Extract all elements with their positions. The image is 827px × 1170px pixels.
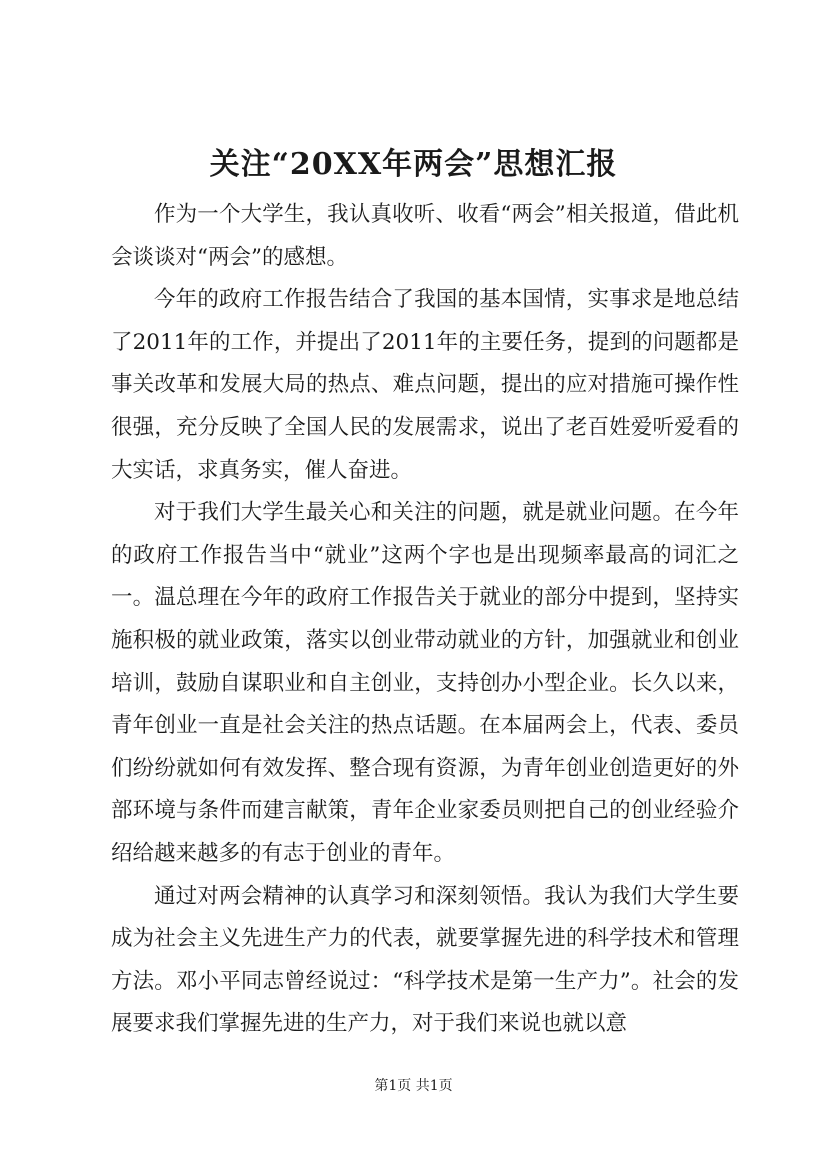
paragraph-employment: 对于我们大学生最关心和关注的问题，就是就业问题。在今年的政府工作报告当中“就业”这两个字也是出现频率最高的词汇之一。温总理在今年的政府工作报告关于就业的部分中提到，坚持实施积极的就业政策，落实以创业带动就业的方针，加强就业和创业培训，鼓励自谋职业和自主创业，支持创办小型企业。长久以来，青年创业一直是社会关注的热点话题。在本届两会上，代表、委员们纷纷就如何有效发挥、整合现有资源，为青年创业创造更好的外部环境与条件而建言献策，青年企业家委员则把自己的创业经验介绍给越来越多的有志于创业的青年。 [111,500,739,866]
paragraph-intro: 作为一个大学生，我认真收听、收看“两会”相关报道，借此机会谈谈对“两会”的感想。 [111,202,739,270]
page-footer: 第1页 共1页 [374,1078,453,1094]
paragraph-conclusion: 通过对两会精神的认真学习和深刻领悟。我认为我们大学生要成为社会主义先进生产力的代表，就要掌握先进的科学技术和管理方法。邓小平同志曾经说过：“科学技术是第一生产力”。社会的发展要求我们掌握先进的生产力，对于我们来说也就以意 [111,883,739,1037]
paragraph-government-report: 今年的政府工作报告结合了我国的基本国情，实事求是地总结了2011年的工作，并提出了2011年的主要任务，提到的问题都是事关改革和发展大局的热点、难点问题，提出的应对措施可操作性很强，充分反映了全国人民的发展需求，说出了老百姓爱听爱看的大实话，求真务实，催人奋进。 [111,287,739,483]
document-body [111,194,739,1046]
document-title: 关注“20XX年两会”思想汇报 [209,147,618,182]
